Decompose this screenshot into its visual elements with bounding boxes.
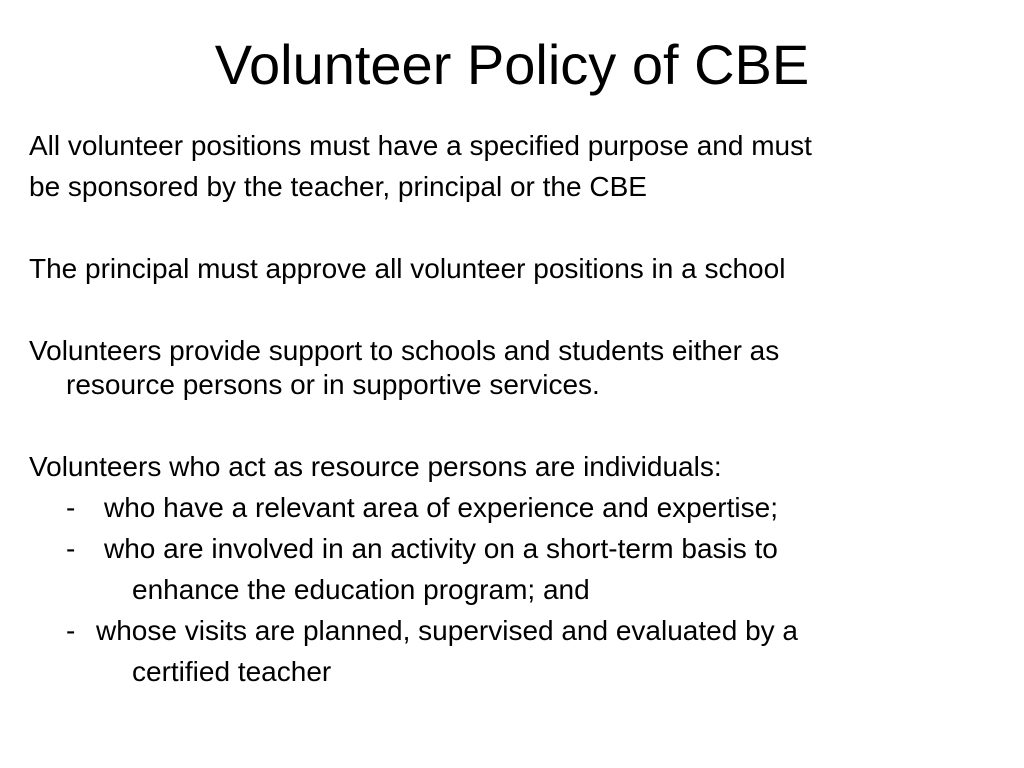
paragraph-2-line-1: The principal must approve all volunteer positions in a school	[29, 253, 786, 284]
bullet-3-line-2: certified teacher	[132, 656, 332, 687]
bullet-2-line-2: enhance the education program; and	[132, 574, 590, 605]
bullet-3-marker: -	[66, 615, 76, 646]
bullet-1-line-1: who have a relevant area of experience and expertise;	[104, 492, 778, 523]
paragraph-3-line-1: Volunteers provide support to schools and students either as	[29, 335, 780, 366]
bullet-3-line-1: whose visits are planned, supervised and evaluated by a	[96, 615, 798, 646]
bullet-2-marker: -	[66, 533, 76, 564]
bullet-2-line-1: who are involved in an activity on a short-term basis to	[104, 533, 778, 564]
paragraph-4-intro: Volunteers who act as resource persons are individuals:	[29, 451, 722, 482]
paragraph-1-line-2: be sponsored by the teacher, principal or the CBE	[29, 171, 647, 202]
paragraph-1-line-1: All volunteer positions must have a specified purpose and must	[29, 130, 812, 161]
bullet-1-marker: -	[66, 492, 76, 523]
paragraph-3-line-2: resource persons or in supportive services.	[66, 369, 600, 400]
slide-title: Volunteer Policy of CBE	[214, 33, 810, 96]
